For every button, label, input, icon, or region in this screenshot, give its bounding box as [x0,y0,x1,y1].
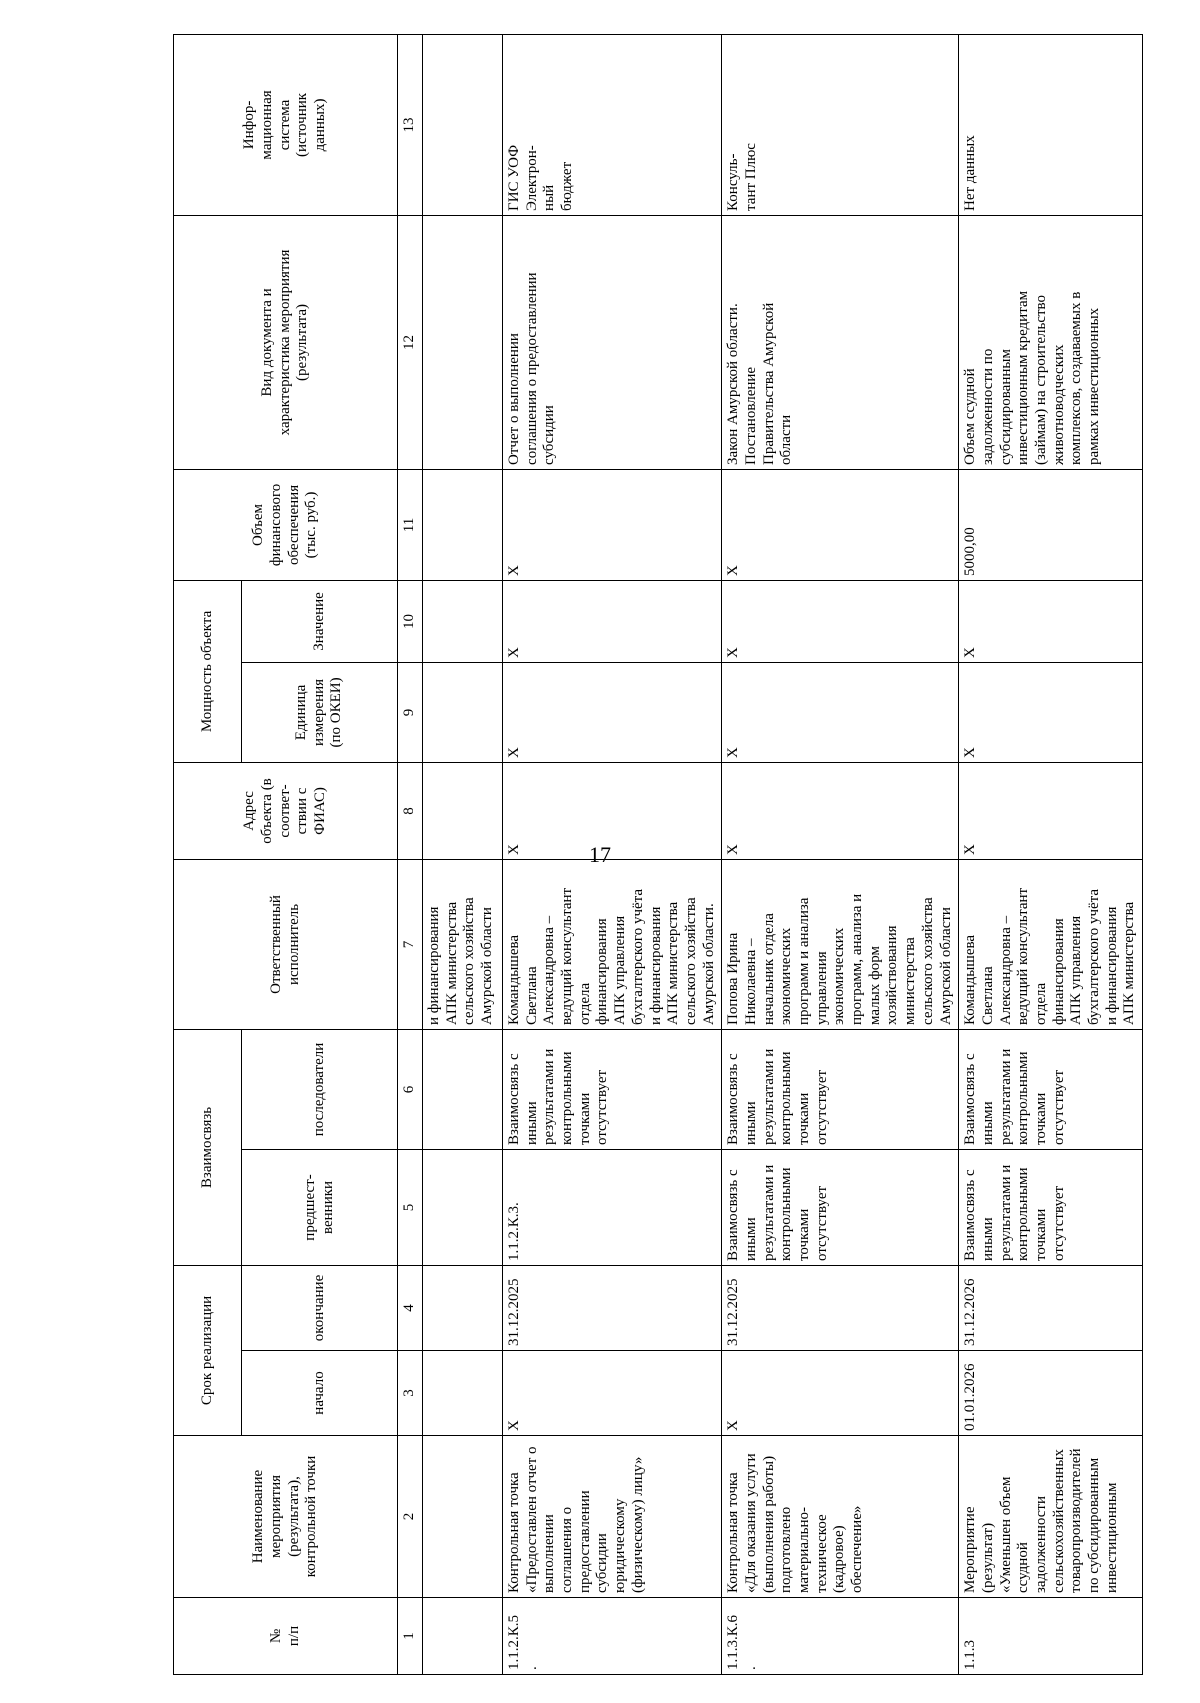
row-end: 31.12.2026 [959,1265,1143,1350]
row-address [423,762,503,859]
row-name: Контрольная точка «Предоставлен отчет о выполнении соглашения о предоставлении субсидии юридическому (физическому) лицу» [503,1436,722,1598]
header-capacity-unit: Единица измерения (по ОКЕИ) [242,662,398,762]
header-capacity: Мощность объекта [174,580,242,762]
row-capacity-unit [423,662,503,762]
column-number: 7 [398,859,423,1029]
row-end [423,1265,503,1350]
row-financing: X [503,469,722,580]
row-info-system: Консуль- тант Плюс [722,34,959,215]
row-name [423,1436,503,1598]
table-canvas [173,35,1138,1675]
page-number: 17 [589,842,611,867]
header-row-1 [174,34,242,1674]
row-info-system [423,34,503,215]
row-responsible: Попова Ирина Николаевна – начальник отдела экономических программ и анализа управления экономических программ, анализа и малых форм хозяйствования министерства сельского хозяйства Амурской области [722,859,959,1029]
row-start [423,1351,503,1436]
column-number: 6 [398,1029,423,1149]
row-document: Отчет о выполнении соглашения о предоставлении субсидии [503,215,722,469]
row-num: 1.1.3 [959,1598,1143,1675]
row-end: 31.12.2025 [503,1265,722,1350]
row-financing: 5000,00 [959,469,1143,580]
row-capacity-unit: X [722,662,959,762]
row-responsible: Командышева Светлана Александровна – ведущий консультант отдела финансирования АПК управления бухгалтерского учёта и финансирования АПК министерства [959,859,1143,1029]
row-predecessors: Взаимосвязь с иными результатами и контрольными точками отсутствует [959,1149,1143,1265]
row-capacity-value: X [959,580,1143,662]
row-info-system: Нет данных [959,34,1143,215]
row-capacity-unit: X [959,662,1143,762]
row-num: 1.1.2.К.5 . [503,1598,722,1675]
row-document: Объем ссудной задолженности по субсидированным инвестиционным кредитам (займам) на строительство животноводческих комплексов, создаваемых в рамках инвестиционных [959,215,1143,469]
column-number: 10 [398,580,423,662]
row-document: Закон Амурской области. Постановление Правительства Амурской области [722,215,959,469]
column-number: 2 [398,1436,423,1598]
header-responsible: Ответственный исполнитель [174,859,398,1029]
table-row [503,34,722,1674]
column-number: 5 [398,1149,423,1265]
header-term-start: начало [242,1351,398,1436]
row-responsible: Командышева Светлана Александровна – ведущий консультант отдела финансирования АПК управления бухгалтерского учёта и финансирования АПК министерства сельского хозяйства Амурской области. [503,859,722,1029]
row-name: Мероприятие (результат) «Уменьшен объем ссудной задолженности сельскохозяйственных товаропроизводителей по субсидированным инвестиционным [959,1436,1143,1598]
row-address: X [503,762,722,859]
row-financing [423,469,503,580]
row-num: 1.1.3.К.6 . [722,1598,959,1675]
row-capacity-unit: X [503,662,722,762]
row-end: 31.12.2025 [722,1265,959,1350]
table-row [959,34,1143,1674]
row-capacity-value: X [722,580,959,662]
row-successors: Взаимосвязь с иными результатами и контрольными точками отсутствует [959,1029,1143,1149]
row-successors [423,1029,503,1149]
header-capacity-value: Значение [242,580,398,662]
row-address: X [722,762,959,859]
header-term: Срок реализации [174,1265,242,1435]
header-link-pred: предшест- венники [242,1149,398,1265]
row-start: 01.01.2026 [959,1351,1143,1436]
header-financing: Объем финансового обеспечения (тыс. руб.) [174,469,398,580]
header-link: Взаимосвязь [174,1029,242,1265]
row-successors: Взаимосвязь с иными результатами и контрольными точками отсутствует [503,1029,722,1149]
row-responsible: и финансирования АПК министерства сельского хозяйства Амурской области [423,859,503,1029]
column-number: 13 [398,34,423,215]
row-financing: X [722,469,959,580]
table-row [423,34,503,1674]
row-num [423,1598,503,1675]
rotated-table-wrapper [173,35,1138,1675]
header-link-succ: последователи [242,1029,398,1149]
header-name: Наименование мероприятия (результата), контрольной точки [174,1436,398,1598]
table-row [722,34,959,1674]
row-start: X [722,1351,959,1436]
row-start: X [503,1351,722,1436]
header-info-system: Инфор- мационная система (источник данных) [174,34,398,215]
row-successors: Взаимосвязь с иными результатами и контрольными точками отсутствует [722,1029,959,1149]
row-name: Контрольная точка «Для оказания услуги (выполнения работы) подготовлено материально- техническое (кадровое) обеспечение» [722,1436,959,1598]
column-number: 11 [398,469,423,580]
column-number: 9 [398,662,423,762]
row-document [423,215,503,469]
row-capacity-value [423,580,503,662]
row-address: X [959,762,1143,859]
column-number: 12 [398,215,423,469]
row-predecessors: Взаимосвязь с иными результатами и контрольными точками отсутствует [722,1149,959,1265]
row-info-system: ГИС УОФ Электрон- ный бюджет [503,34,722,215]
row-predecessors: 1.1.2.К.3. [503,1149,722,1265]
column-number-row [398,34,423,1674]
column-number: 4 [398,1265,423,1350]
row-capacity-value: X [503,580,722,662]
header-term-end: окончание [242,1265,398,1350]
header-document: Вид документа и характеристика мероприятия (результата) [174,215,398,469]
header-address: Адрес объекта (в соответ- ствии с ФИАС) [174,762,398,859]
column-number: 1 [398,1598,423,1675]
header-num: № п/п [174,1598,398,1675]
column-number: 8 [398,762,423,859]
plan-table [173,34,1143,1675]
column-number: 3 [398,1351,423,1436]
row-predecessors [423,1149,503,1265]
